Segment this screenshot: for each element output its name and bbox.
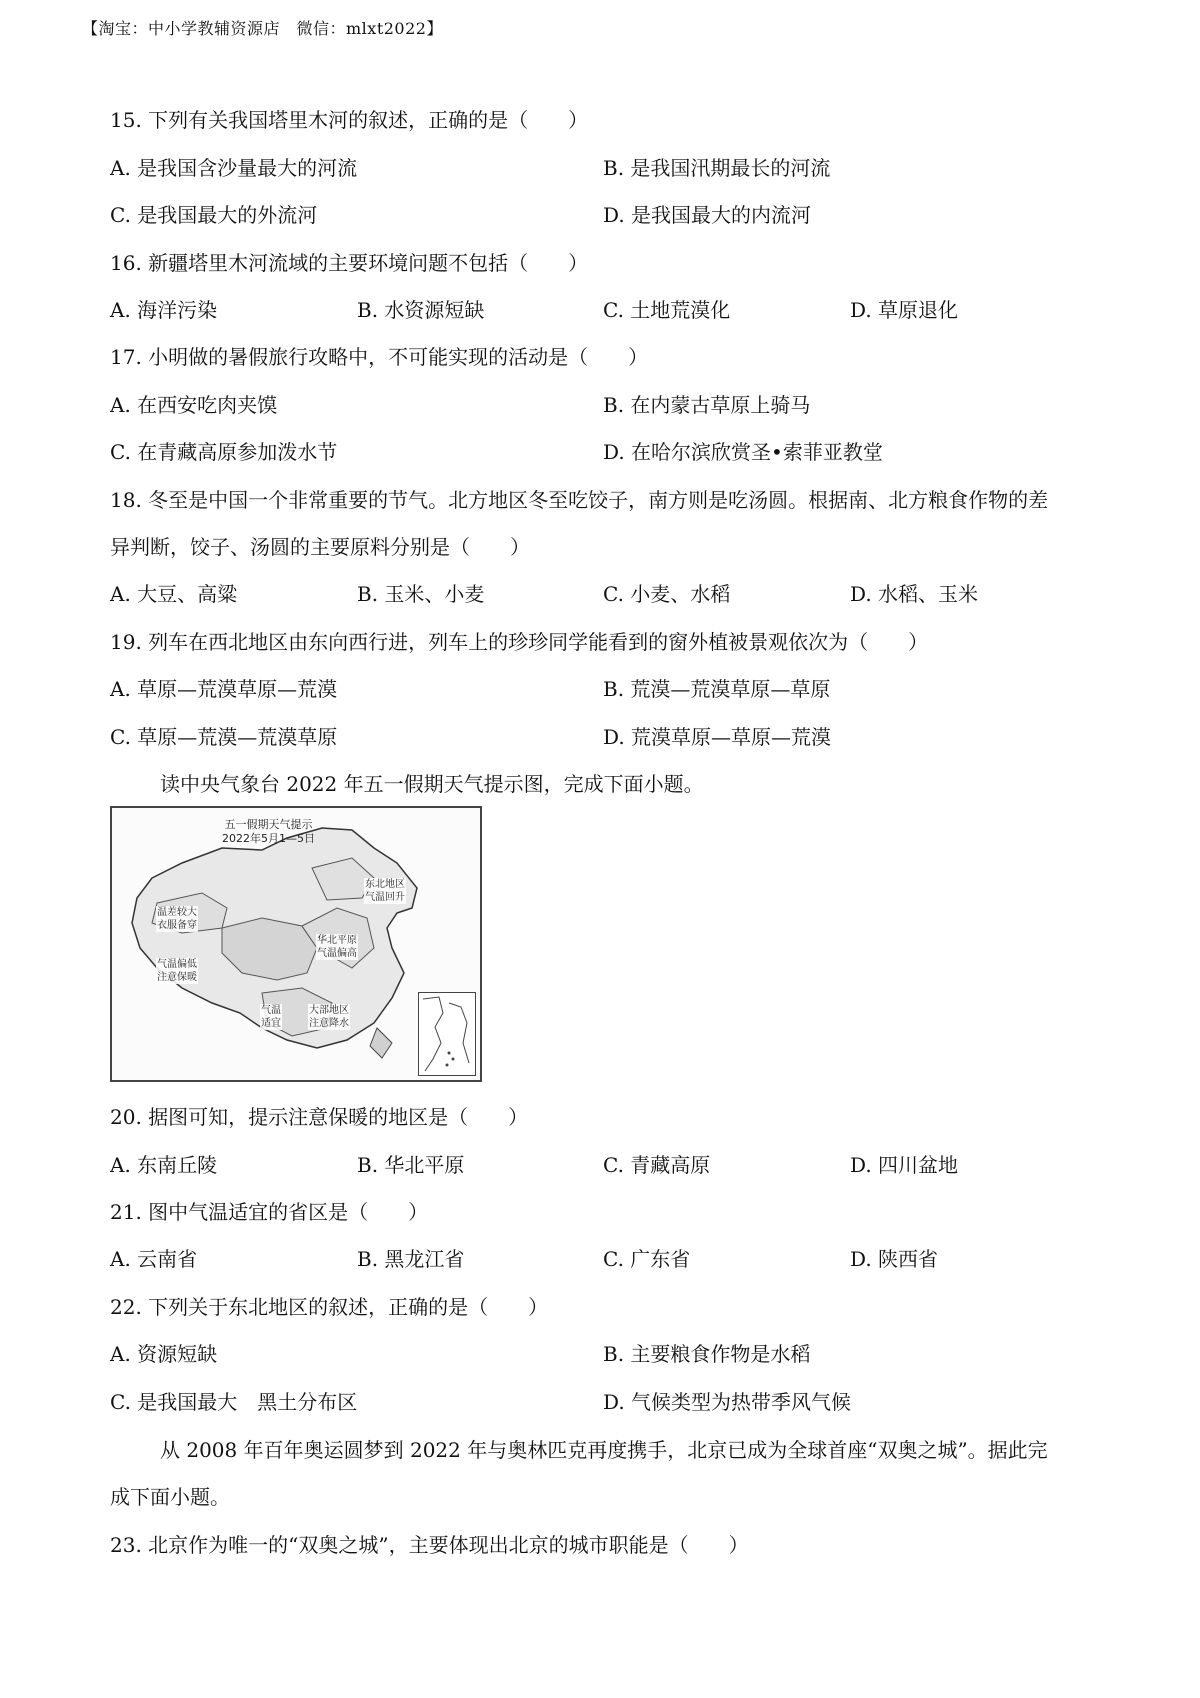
page-header: 【淘宝：中小学教辅资源店 微信：mlxt2022】 [82, 19, 443, 38]
question-21-option-b: B. 黑龙江省 [357, 1247, 465, 1271]
weather-map-figure [110, 806, 482, 1082]
question-17-option-d: D. 在哈尔滨欣赏圣•索菲亚教堂 [603, 440, 883, 464]
question-18-option-d: D. 水稻、玉米 [850, 582, 979, 606]
question-18-option-c: C. 小麦、水稻 [603, 582, 731, 606]
question-19-option-a: A. 草原—荒漠草原—荒漠 [110, 677, 338, 701]
olympics-intro-line1: 从 2008 年百年奥运圆梦到 2022 年与奥林匹克再度携手，北京已成为全球首座“双奥之城”。据此完 [160, 1438, 1048, 1462]
map-title-line1: 五一假期天气提示 [224, 818, 313, 831]
map-label-northwest [156, 906, 198, 932]
question-20-option-d: D. 四川盆地 [850, 1153, 959, 1177]
question-21-option-d: D. 陕西省 [850, 1247, 939, 1271]
question-17-option-c: C. 在青藏高原参加泼水节 [110, 440, 338, 464]
question-22-option-a: A. 资源短缺 [110, 1342, 218, 1366]
question-19-stem: 19. 列车在西北地区由东向西行进，列车上的珍珍同学能看到的窗外植被景观依次为（ ） [110, 630, 929, 654]
question-18-stem-line2: 异判断，饺子、汤圆的主要原料分别是（ ） [110, 535, 530, 559]
map-label-north-china-line1: 华北平原 [317, 935, 357, 946]
question-22-option-c: C. 是我国最大 黑土分布区 [110, 1390, 358, 1414]
question-19-option-c: C. 草原—荒漠—荒漠草原 [110, 725, 338, 749]
question-20-option-a: A. 东南丘陵 [110, 1153, 218, 1177]
question-15-option-c: C. 是我国最大的外流河 [110, 203, 318, 227]
map-title-line2: 2022年5月1—5日 [222, 832, 315, 845]
question-16-stem: 16. 新疆塔里木河流域的主要环境问题不包括（ ） [110, 251, 589, 275]
question-16-option-b: B. 水资源短缺 [357, 298, 485, 322]
question-17-option-b: B. 在内蒙古草原上骑马 [603, 393, 811, 417]
question-20-option-b: B. 华北平原 [357, 1153, 465, 1177]
question-15-option-d: D. 是我国最大的内流河 [603, 203, 812, 227]
map-label-tibet-line2: 注意保暖 [157, 972, 197, 983]
question-15-stem: 15. 下列有关我国塔里木河的叙述，正确的是（ ） [110, 108, 589, 132]
question-23-stem: 23. 北京作为唯一的“双奥之城”，主要体现出北京的城市职能是（ ） [110, 1533, 749, 1557]
question-17-option-a: A. 在西安吃肉夹馍 [110, 393, 278, 417]
question-15-option-b: B. 是我国汛期最长的河流 [603, 156, 831, 180]
question-22-stem: 22. 下列关于东北地区的叙述，正确的是（ ） [110, 1295, 549, 1319]
south-china-sea-inset [418, 992, 476, 1076]
map-label-northeast-line1: 东北地区 [365, 879, 405, 890]
map-label-tibet [156, 958, 198, 984]
south-china-sea-inset-outline [419, 993, 475, 1075]
question-17-stem: 17. 小明做的暑假旅行攻略中，不可能实现的活动是（ ） [110, 345, 649, 369]
map-label-northeast-line2: 气温回升 [365, 892, 405, 903]
map-label-southwest-line1: 气温 [261, 1005, 281, 1016]
question-21-option-a: A. 云南省 [110, 1247, 198, 1271]
map-label-southwest [260, 1004, 282, 1030]
question-20-stem: 20. 据图可知，提示注意保暖的地区是（ ） [110, 1105, 529, 1129]
map-label-northwest-line1: 温差较大 [157, 907, 197, 918]
question-18-stem-line1: 18. 冬至是中国一个非常重要的节气。北方地区冬至吃饺子，南方则是吃汤圆。根据南、北方粮食作物的差 [110, 488, 1049, 512]
map-title [222, 818, 315, 846]
question-16-option-d: D. 草原退化 [850, 298, 959, 322]
question-20-option-c: C. 青藏高原 [603, 1153, 711, 1177]
map-intro-text: 读中央气象台 2022 年五一假期天气提示图，完成下面小题。 [160, 772, 704, 796]
question-16-option-c: C. 土地荒漠化 [603, 298, 731, 322]
question-15-option-a: A. 是我国含沙量最大的河流 [110, 156, 358, 180]
map-label-northeast [364, 878, 406, 904]
map-label-north-china-line2: 气温偏高 [317, 948, 357, 959]
map-label-tibet-line1: 气温偏低 [157, 959, 197, 970]
map-label-northwest-line2: 衣服备穿 [157, 920, 197, 931]
map-label-southeast [308, 1004, 350, 1030]
question-19-option-d: D. 荒漠草原—草原—荒漠 [603, 725, 832, 749]
olympics-intro-line2: 成下面小题。 [110, 1485, 230, 1509]
map-label-southwest-line2: 适宜 [261, 1018, 281, 1029]
map-label-north-china [316, 934, 358, 960]
question-18-option-a: A. 大豆、高粱 [110, 582, 238, 606]
question-21-stem: 21. 图中气温适宜的省区是（ ） [110, 1200, 429, 1224]
question-21-option-c: C. 广东省 [603, 1247, 691, 1271]
map-label-southeast-line2: 注意降水 [309, 1018, 349, 1029]
question-19-option-b: B. 荒漠—荒漠草原—草原 [603, 677, 831, 701]
question-22-option-d: D. 气候类型为热带季风气候 [603, 1390, 852, 1414]
question-18-option-b: B. 玉米、小麦 [357, 582, 485, 606]
question-22-option-b: B. 主要粮食作物是水稻 [603, 1342, 811, 1366]
question-16-option-a: A. 海洋污染 [110, 298, 218, 322]
map-label-southeast-line1: 大部地区 [309, 1005, 349, 1016]
